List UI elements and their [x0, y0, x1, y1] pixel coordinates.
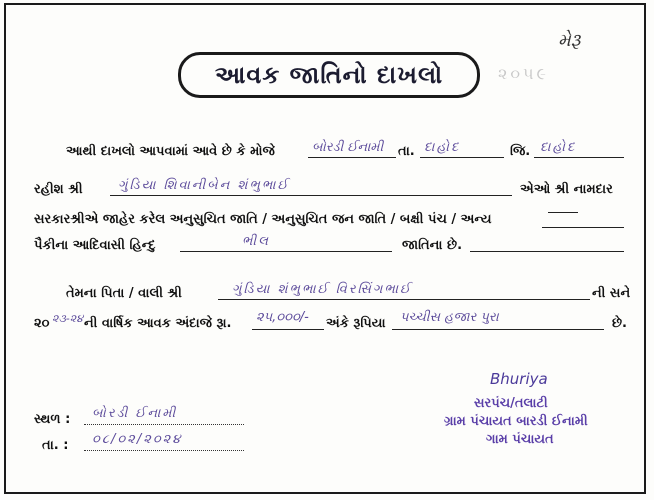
village-value: બોરડી ઈનામી	[312, 140, 384, 155]
date-value: ૦૮/૦૨/૨૦૨૪	[92, 432, 183, 447]
end-mark: છે.	[612, 316, 627, 331]
father-label: તેમના પિતા / વાલી શ્રી	[66, 286, 182, 301]
words-label: અંકે રૂપિયા	[326, 316, 386, 331]
other-category-underline	[542, 227, 624, 228]
signature: Bhuriya	[490, 370, 548, 388]
caste-suffix: જાતિના છે.	[402, 238, 463, 253]
taluka-value: દાહોદ	[424, 140, 461, 155]
district-underline	[534, 157, 624, 158]
income-text: ની વાર્ષિક આવક અંદાજે રૂા.	[84, 316, 232, 331]
title-box	[178, 52, 480, 98]
date-underline	[84, 450, 244, 451]
stamp-designation: સરપંચ/તલાટી	[474, 396, 548, 411]
government-category-line: સરકારશ્રીએ જાહેર કરેલ અનુસુચિત જાતિ / અનુસુચિત જન જાતિ / બક્ષી પંચ / અન્ય	[34, 212, 492, 227]
category-prefix: પૈકીના આદિવાસી હિન્દુ	[34, 238, 156, 253]
district-value: દાહોદ	[540, 140, 577, 155]
father-underline	[218, 299, 590, 300]
resident-suffix: એઓ શ્રી નામદાર	[520, 182, 613, 197]
year-suffix-text: ની સને	[592, 286, 631, 301]
income-underline	[252, 329, 324, 330]
words-value: પચ્ચીસ હજાર પુરા	[400, 310, 499, 325]
document-title: આવક જાતિનો દાખલો	[214, 61, 444, 89]
words-underline	[392, 329, 604, 330]
stamp-panchayat: ગ્રામ પંચાયત બારડી ઈનામી	[444, 414, 588, 429]
year-prefix: ૨૦	[34, 316, 50, 331]
father-value: ગુંડિયા શંભુભાઈ વિરસિંગભાઈ	[232, 282, 413, 297]
place-value: બોરડી ઈનામી	[92, 406, 178, 421]
taluka-label: તા.	[398, 144, 415, 159]
resident-value: ગુંડિયા શિવાનીબેન શંભુભાઈ	[118, 178, 290, 193]
income-value: ૨૫,૦૦૦/-	[256, 310, 309, 325]
caste-underline	[180, 251, 392, 252]
corner-initials: મેરૂ	[558, 30, 581, 51]
district-label: જિ.	[510, 144, 531, 159]
intro-text: આથી દાખલો આપવામાં આવે છે કે મોજે	[66, 144, 275, 159]
place-underline	[84, 424, 244, 425]
other-category-dash	[548, 212, 578, 213]
caste-value: ભીલ	[242, 234, 270, 249]
year-value: ૨૩-૨૪	[52, 312, 84, 325]
resident-underline	[110, 195, 512, 196]
stamp-village: ગામ પંચાયત	[486, 432, 554, 447]
resident-label: રહીશ શ્રી	[34, 182, 83, 197]
faint-serial-number: ૨૦૫૯	[498, 64, 550, 83]
date-label: તા. :	[42, 438, 69, 453]
place-label: સ્થળ :	[34, 412, 71, 427]
village-underline	[308, 157, 396, 158]
caste-trailing-underline	[470, 251, 624, 252]
taluka-underline	[420, 157, 504, 158]
